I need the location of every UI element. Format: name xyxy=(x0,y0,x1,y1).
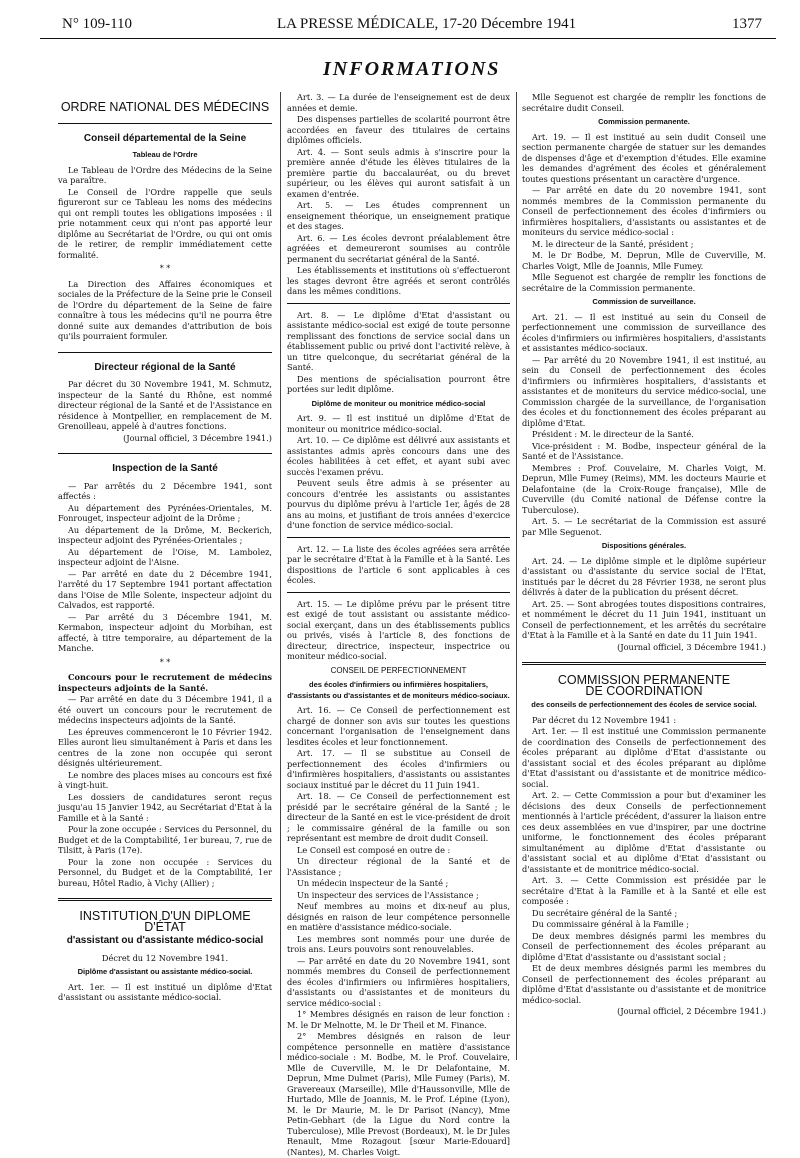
article: Art. 4. — Sont seuls admis à s'inscrire pour la première année d'étude les élèves titulaires de la première partie du baccalauréat, ou du brevet supérieur, ou les élèves qui auront satisfait à un examen d'entrée. xyxy=(287,146,510,199)
ordre-title: ORDRE NATIONAL DES MÉDECINS xyxy=(60,100,270,114)
paragraph: Pour la zone occupée : Services du Personnel, du Budget et de la Comptabilité, 1er bureau, 7, rue de Tilsitt, à Paris (17e). xyxy=(58,824,272,855)
paragraph: Mlle Seguenot est chargée de remplir les fonctions de secrétaire dudit Conseil. xyxy=(522,92,766,113)
article: Le Conseil est composé en outre de : xyxy=(297,844,451,855)
paragraph: De deux membres désignés parmi les membres du Conseil de perfectionnement des écoles préparant au diplôme d'Etat d'assistante ou d'assistant social ; xyxy=(522,930,766,962)
divider xyxy=(58,453,272,454)
paragraph: Du secrétaire général de la Santé ; xyxy=(532,907,678,918)
paragraph: — Par arrêté en date du 3 Décembre 1941, il a été ouvert un concours pour le recrutement de médecins inspecteurs adjoints de la Santé. xyxy=(58,694,272,725)
directeur-title: Directeur régional de la Santé xyxy=(94,361,236,373)
article: Art. 18. — Ce Conseil de perfectionnement est présidé par le secrétaire général de la Santé ; le directeur de la Santé en est le vice-président de droit ; le commissaire général de la famille ou son représentant est membre de droit dudit Conseil. xyxy=(287,791,510,843)
paragraph: Par décret du 12 Novembre 1941 : xyxy=(532,714,677,725)
column-1 xyxy=(58,92,272,1004)
article: 2° Membres désignés en raison de leur compétence personnelle en matière d'assistance médico-sociale : M. Bodbe, M. le Prof. Couvelaire, Mlle de Cuverville, M. le Dr Delafontaine, M. Deprun, Mme Dulmet (Paris), Mlle Fumey (Paris), M. Gravereaux (Marseille), Mlle d'Haussonville, Mlle de Hurtado, Mlle de Joannis, M. le Prof. Lépine (Lyon), M. le Dr Maurie, M. le Dr Parisot (Nancy), Mme Petin-Gebhart (de la Ligue du Nord contre la Tuberculose), Mlle Prevost (Bordeaux), M. le Dr Jules Renault, Mme Rozagout [sœur Marie-Edouard] (Nantes), M. Charles Voigt. xyxy=(287,1031,510,1157)
source: (Journal officiel, 2 Décembre 1941.) xyxy=(617,1006,766,1016)
column-divider xyxy=(516,92,517,1060)
article: Les membres sont nommés pour une durée de trois ans. Leurs pouvoirs sont renouvelables. xyxy=(287,933,510,954)
column-2 xyxy=(287,92,510,1158)
institution-subtitle: d'assistant ou d'assistante médico-social xyxy=(66,935,264,946)
paragraph: — Par arrêté du 20 Novembre 1941, il est institué, au sein du Conseil de perfectionnement des écoles d'infirmiers ou infirmières hospitaliers, d'assistants et assistantes et de moniteurs du service médico-social, une Commission chargée de la surveillance, de l'organisation des écoles et du fonctionnement des écoles préparant au diplôme d'Etat. xyxy=(522,354,766,428)
divider xyxy=(58,352,272,353)
cp-title-2: DE COORDINATION xyxy=(585,683,703,698)
header-rule xyxy=(40,38,776,39)
inspection-title: Inspection de la Santé xyxy=(112,463,218,474)
paragraph: Au département de la Drôme, M. Beckerich, inspecteur adjoint des Pyrénées-Orientales ; xyxy=(58,524,272,545)
paragraph: Le Tableau de l'Ordre des Médecins de la Seine va paraître. xyxy=(58,164,272,185)
article: Les établissements et institutions où s'effectueront les stages devront être agréés et seront contrôlés dans les mêmes conditions. xyxy=(287,265,510,296)
paragraph: Du commissaire général à la Famille ; xyxy=(532,919,690,929)
decret-head: Diplôme d'assistant ou assistante médico-social. xyxy=(77,967,253,976)
tableau-head: Tableau de l'Ordre xyxy=(132,150,198,159)
asterism: * * xyxy=(159,657,171,667)
article: Art. 15. — Le diplôme prévu par le présent titre est exigé de tout assistant ou assistante médico-social exerçant, dans un des établissements publics ou privés, visés à l'article 8, des fonctions de directeur, directrice, inspecteur, inspectrice ou moniteur médico-social. xyxy=(287,598,510,661)
disp-head: Dispositions générales. xyxy=(601,541,687,550)
paragraph: Art. 3. — Cette Commission est présidée par le secrétaire d'Etat à la Famille et à la Santé et elle est composée : xyxy=(522,875,766,906)
column-divider xyxy=(280,92,281,1060)
article: Art. 9. — Il est institué un diplôme d'Etat de moniteur ou monitrice médico-social. xyxy=(287,413,510,434)
paragraph: Art. 21. — Il est institué au sein du Conseil de perfectionnement une commission de surveillance des écoles d'infirmiers ou infirmières hospitaliers, d'assistants et assistantes médico-sociaux. xyxy=(522,311,766,353)
divider xyxy=(287,303,510,304)
divider xyxy=(58,123,272,124)
institution-title: INSTITUTION D'UN DIPLOME D'ÉTAT xyxy=(79,909,251,934)
paragraph: Art. 1er. — Il est institué une Commission permanente de coordination des Conseils de perfectionnement des écoles préparant au diplôme d'Etat d'assistante ou d'assistant social et des écoles préparant au diplôme d'Etat d'assistant ou d'assistante et de monitrice médico-social. xyxy=(522,726,766,789)
article: Neuf membres au moins et dix-neuf au plus, désignés en raison de leur compétence personnelle en matière d'assistance médico-sociale. xyxy=(287,901,510,932)
article: Art. 8. — Le diplôme d'Etat d'assistant ou assistante médico-social est exigé de toute personne remplissant des fonctions de service social dans un établissement public ou privé dont l'activité relève, à un titre quelconque, du secrétariat général de la Santé. xyxy=(287,309,510,372)
paragraph: Au département de l'Oise, M. Lambolez, inspecteur adjoint de l'Aisne. xyxy=(58,546,272,567)
paragraph: Le nombre des places mises au concours est fixé à vingt-huit. xyxy=(58,769,272,790)
article: Art. 3. — La durée de l'enseignement est de deux années et demie. xyxy=(287,92,510,113)
article: Art. 5. — Les études comprennent un enseignement théorique, un enseignement pratique et des stages. xyxy=(287,200,510,231)
paragraph: — Par arrêtés du 2 Décembre 1941, sont affectés : xyxy=(58,480,272,501)
decret-line: Décret du 12 Novembre 1941. xyxy=(101,952,229,963)
article: Art. 6. — Les écoles devront préalablement être agréées et demeureront soumises au contrôle permanent du secrétariat général de la Santé. xyxy=(287,232,510,264)
moniteur-head: Diplôme de moniteur ou monitrice médico-social xyxy=(311,398,486,408)
paragraph: Art. 25. — Sont abrogées toutes dispositions contraires, et nommément le décret du 11 Juin 1941, instituant un Conseil de perfectionnement, et les arrêtés du secrétaire d'Etat à la Famille et à la Santé en date du 11 Juin 1941. xyxy=(522,598,766,640)
journal-title: LA PRESSE MÉDICALE, 17-20 Décembre 1941 xyxy=(277,16,577,32)
cp-subtitle: des conseils de perfectionnement des écoles de service social. xyxy=(531,700,757,709)
perm-head: Commission permanente. xyxy=(598,117,690,126)
paragraph: Vice-président : M. Bodbe, inspecteur général de la Santé et de l'Assistance. xyxy=(522,440,766,461)
concours-title: Concours pour le recrutement de médecins inspecteurs adjoints de la Santé. xyxy=(58,672,272,693)
paragraph: Par décret du 30 Novembre 1941, M. Schmutz, inspecteur de la Santé du Rhône, est nommé directeur régional de la Santé et de l'Assistance en résidence à Montpellier, en remplacement de M. Grenoilleau, appelé à d'autres fonctions. xyxy=(58,379,272,431)
article: Un médecin inspecteur de la Santé ; xyxy=(297,878,449,888)
column-3 xyxy=(522,92,766,1018)
paragraph: Art. 2. — Cette Commission a pour but d'examiner les décisions des deux Conseils de perfectionnement mentionnés à l'article précédent, d'assurer la liaison entre ces deux assemblées en vue d'inspirer, par une doctrine uniforme, le fonctionnement des écoles préparant simultanément au diplôme d'Etat d'assistante ou d'assistant social et au diplôme d'Etat d'assistant ou d'assistante et de monitrice médico-social. xyxy=(522,790,766,874)
paragraph: Art. 5. — Le secrétariat de la Commission est assuré par Mlle Seguenot. xyxy=(522,516,766,537)
divider xyxy=(287,592,510,593)
page-number: 1377 xyxy=(732,16,762,32)
divider xyxy=(58,898,272,901)
paragraph: Président : M. le directeur de la Santé. xyxy=(532,429,694,439)
surv-head: Commission de surveillance. xyxy=(592,297,696,306)
seine-title: Conseil départemental de la Seine xyxy=(83,132,247,144)
paragraph: La Direction des Affaires économiques et sociales de la Préfecture de la Seine prie le Conseil de l'Ordre du département de la Seine de faire connaître à tous les médecins qu'il ne pourra être donné suite aux demandes d'attribution de bois qu'ils pourraient formuler. xyxy=(58,278,272,341)
article: Art. 10. — Ce diplôme est délivré aux assistants et assistantes admis après concours dans une des écoles habilitées à cet effet, et ayant subi avec succès l'examen prévu. xyxy=(287,435,510,477)
article: — Par arrêté en date du 20 Novembre 1941, sont nommés membres du Conseil de perfectionnement des écoles d'infirmiers ou infirmières hospitaliers, d'assistants ou d'assistantes et de moniteurs du service médico-social : xyxy=(287,955,510,1008)
article: Art. 16. — Ce Conseil de perfectionnement est chargé de donner son avis sur toutes les questions concernant l'organisation de l'enseignement dans lesdites écoles et leur fonctionnement. xyxy=(287,705,510,747)
paragraph: Au département des Pyrénées-Orientales, M. Fonrouget, inspecteur adjoint de la Drôme ; xyxy=(58,502,272,523)
asterism: * * xyxy=(159,264,171,273)
source: (Journal officiel, 3 Décembre 1941.) xyxy=(123,432,272,443)
paragraph: — Par arrêté du 3 Décembre 1941, M. Kermabon, inspecteur adjoint du Morbihan, est affecté, à titre temporaire, au département de la Manche. xyxy=(58,611,272,653)
article: Art. 17. — Il se substitue au Conseil de perfectionnement des écoles d'infirmiers ou d'infirmières hospitaliers, d'assistants ou assistantes sociaux institué par le décret du 11 Juin 1941. xyxy=(287,748,510,790)
paragraph: Le Conseil de l'Ordre rappelle que seuls figureront sur ce Tableau les noms des médecins qui ont rempli toutes les obligations imposées : il prie notamment ceux qui n'ont pas apporté leur diplôme au Secrétariat de l'Ordre, ou qui ont omis de le retirer, de remplir immédiatement cette formalité. xyxy=(58,186,272,260)
paragraph: Les épreuves commenceront le 10 Février 1942. Elles auront lieu simultanément à Paris et dans les centres de la zone non occupée qui seront désignés ultérieurement. xyxy=(58,726,272,768)
divider xyxy=(287,537,510,538)
article: Un directeur régional de la Santé et de l'Assistance ; xyxy=(287,856,510,877)
paragraph: M. le directeur de la Santé, président ; xyxy=(532,238,694,249)
issue-number: N° 109-110 xyxy=(62,16,133,32)
paragraph: Art. 24. — Le diplôme simple et le diplôme supérieur d'assistant ou d'assistante du service social de l'Etat, institués par le décret du 28 Février 1938, ne seront plus délivrés à dater de la publication du présent décret. xyxy=(522,555,766,597)
page-header xyxy=(22,8,782,30)
paragraph: — Par arrêté en date du 20 novembre 1941, sont nommés membres de la Commission permanente du Conseil de perfectionnement des écoles d'infirmiers ou infirmières hospitaliers, d'assistants ou assistantes et de moniteurs du service médico-social : xyxy=(522,185,766,237)
article: Des dispenses partielles de scolarité pourront être accordées en faveur des titulaires de certains diplômes officiels. xyxy=(287,114,510,145)
paragraph: Art. 1er. — Il est institué un diplôme d'Etat d'assistant ou assistante médico-social. xyxy=(58,981,272,1002)
article: Peuvent seuls être admis à se présenter au concours d'entrée les assistants ou assistantes pourvus du diplôme prévu à l'article 1er, âgés de 28 ans au moins, et justifiant de trois années d'exercice d'une fonction de service médico-social. xyxy=(287,478,510,530)
cp-title: COMMISSION PERMANENTE xyxy=(557,673,731,687)
conseil-head: CONSEIL DE PERFECTIONNEMENT xyxy=(330,665,467,675)
paragraph: Et de deux membres désignés parmi les membres du Conseil de perfectionnement des écoles préparant au diplôme d'Etat d'assistante ou d'assistante et de monitrice médico-social. xyxy=(522,963,766,1005)
conseil-subhead: des écoles d'infirmiers ou infirmières hospitaliers, d'assistants ou d'assistantes et de moniteurs médico-sociaux. xyxy=(287,680,510,700)
article: Art. 12. — La liste des écoles agréées sera arrêtée par le secrétaire d'Etat à la Famille et à la Santé. Les dispositions de l'article 6 sont applicables à ces écoles. xyxy=(287,543,510,585)
paragraph: — Par arrêté en date du 2 Décembre 1941, l'arrêté du 17 Septembre 1941 portant affectation dans l'Oise de Mlle Solente, inspecteur adjoint du Calvados, est rapporté. xyxy=(58,568,272,610)
paragraph: Les dossiers de candidatures seront reçus jusqu'au 15 Janvier 1942, au Secrétariat d'Etat à la Famille et à la Santé : xyxy=(58,791,272,823)
divider xyxy=(522,662,766,665)
paragraph: M. le Dr Bodbe, M. Deprun, Mlle de Cuverville, M. Charles Voigt, Mlle de Joannis, Mlle Fumey. xyxy=(522,250,766,271)
article: 1° Membres désignés en raison de leur fonction : M. le Dr Melnotte, M. le Dr Theil et M. Finance. xyxy=(287,1009,510,1030)
article: Des mentions de spécialisation pourront être portées sur ledit diplôme. xyxy=(287,373,510,394)
source: (Journal officiel, 3 Décembre 1941.) xyxy=(617,641,766,652)
section-title: INFORMATIONS xyxy=(323,58,501,80)
paragraph: Mlle Seguenot est chargée de remplir les fonctions de secrétaire de la Commission permanente. xyxy=(522,272,766,293)
paragraph: Membres : Prof. Couvelaire, M. Charles Voigt, M. Deprun, Mlle Fumey (Reims), MM. les docteurs Maurie et Delafontaine (de la Croix-Rouge française), Mlle de Cuverville (du Comité national de Défense contre la Tuberculose). xyxy=(522,462,766,515)
paragraph: Pour la zone non occupée : Services du Personnel, du Budget et de la Comptabilité, 1er bureau, Hôtel Radio, à Vichy (Allier) ; xyxy=(58,856,272,888)
paragraph: Art. 19. — Il est institué au sein dudit Conseil une section permanente chargée de statuer sur les demandes de dispenses d'âge et d'exemption d'études. Elle examine les demandes d'agrément des écoles et généralement toutes questions présentant un caractère d'urgence. xyxy=(522,131,766,184)
article: Un inspecteur des services de l'Assistance ; xyxy=(297,889,479,900)
